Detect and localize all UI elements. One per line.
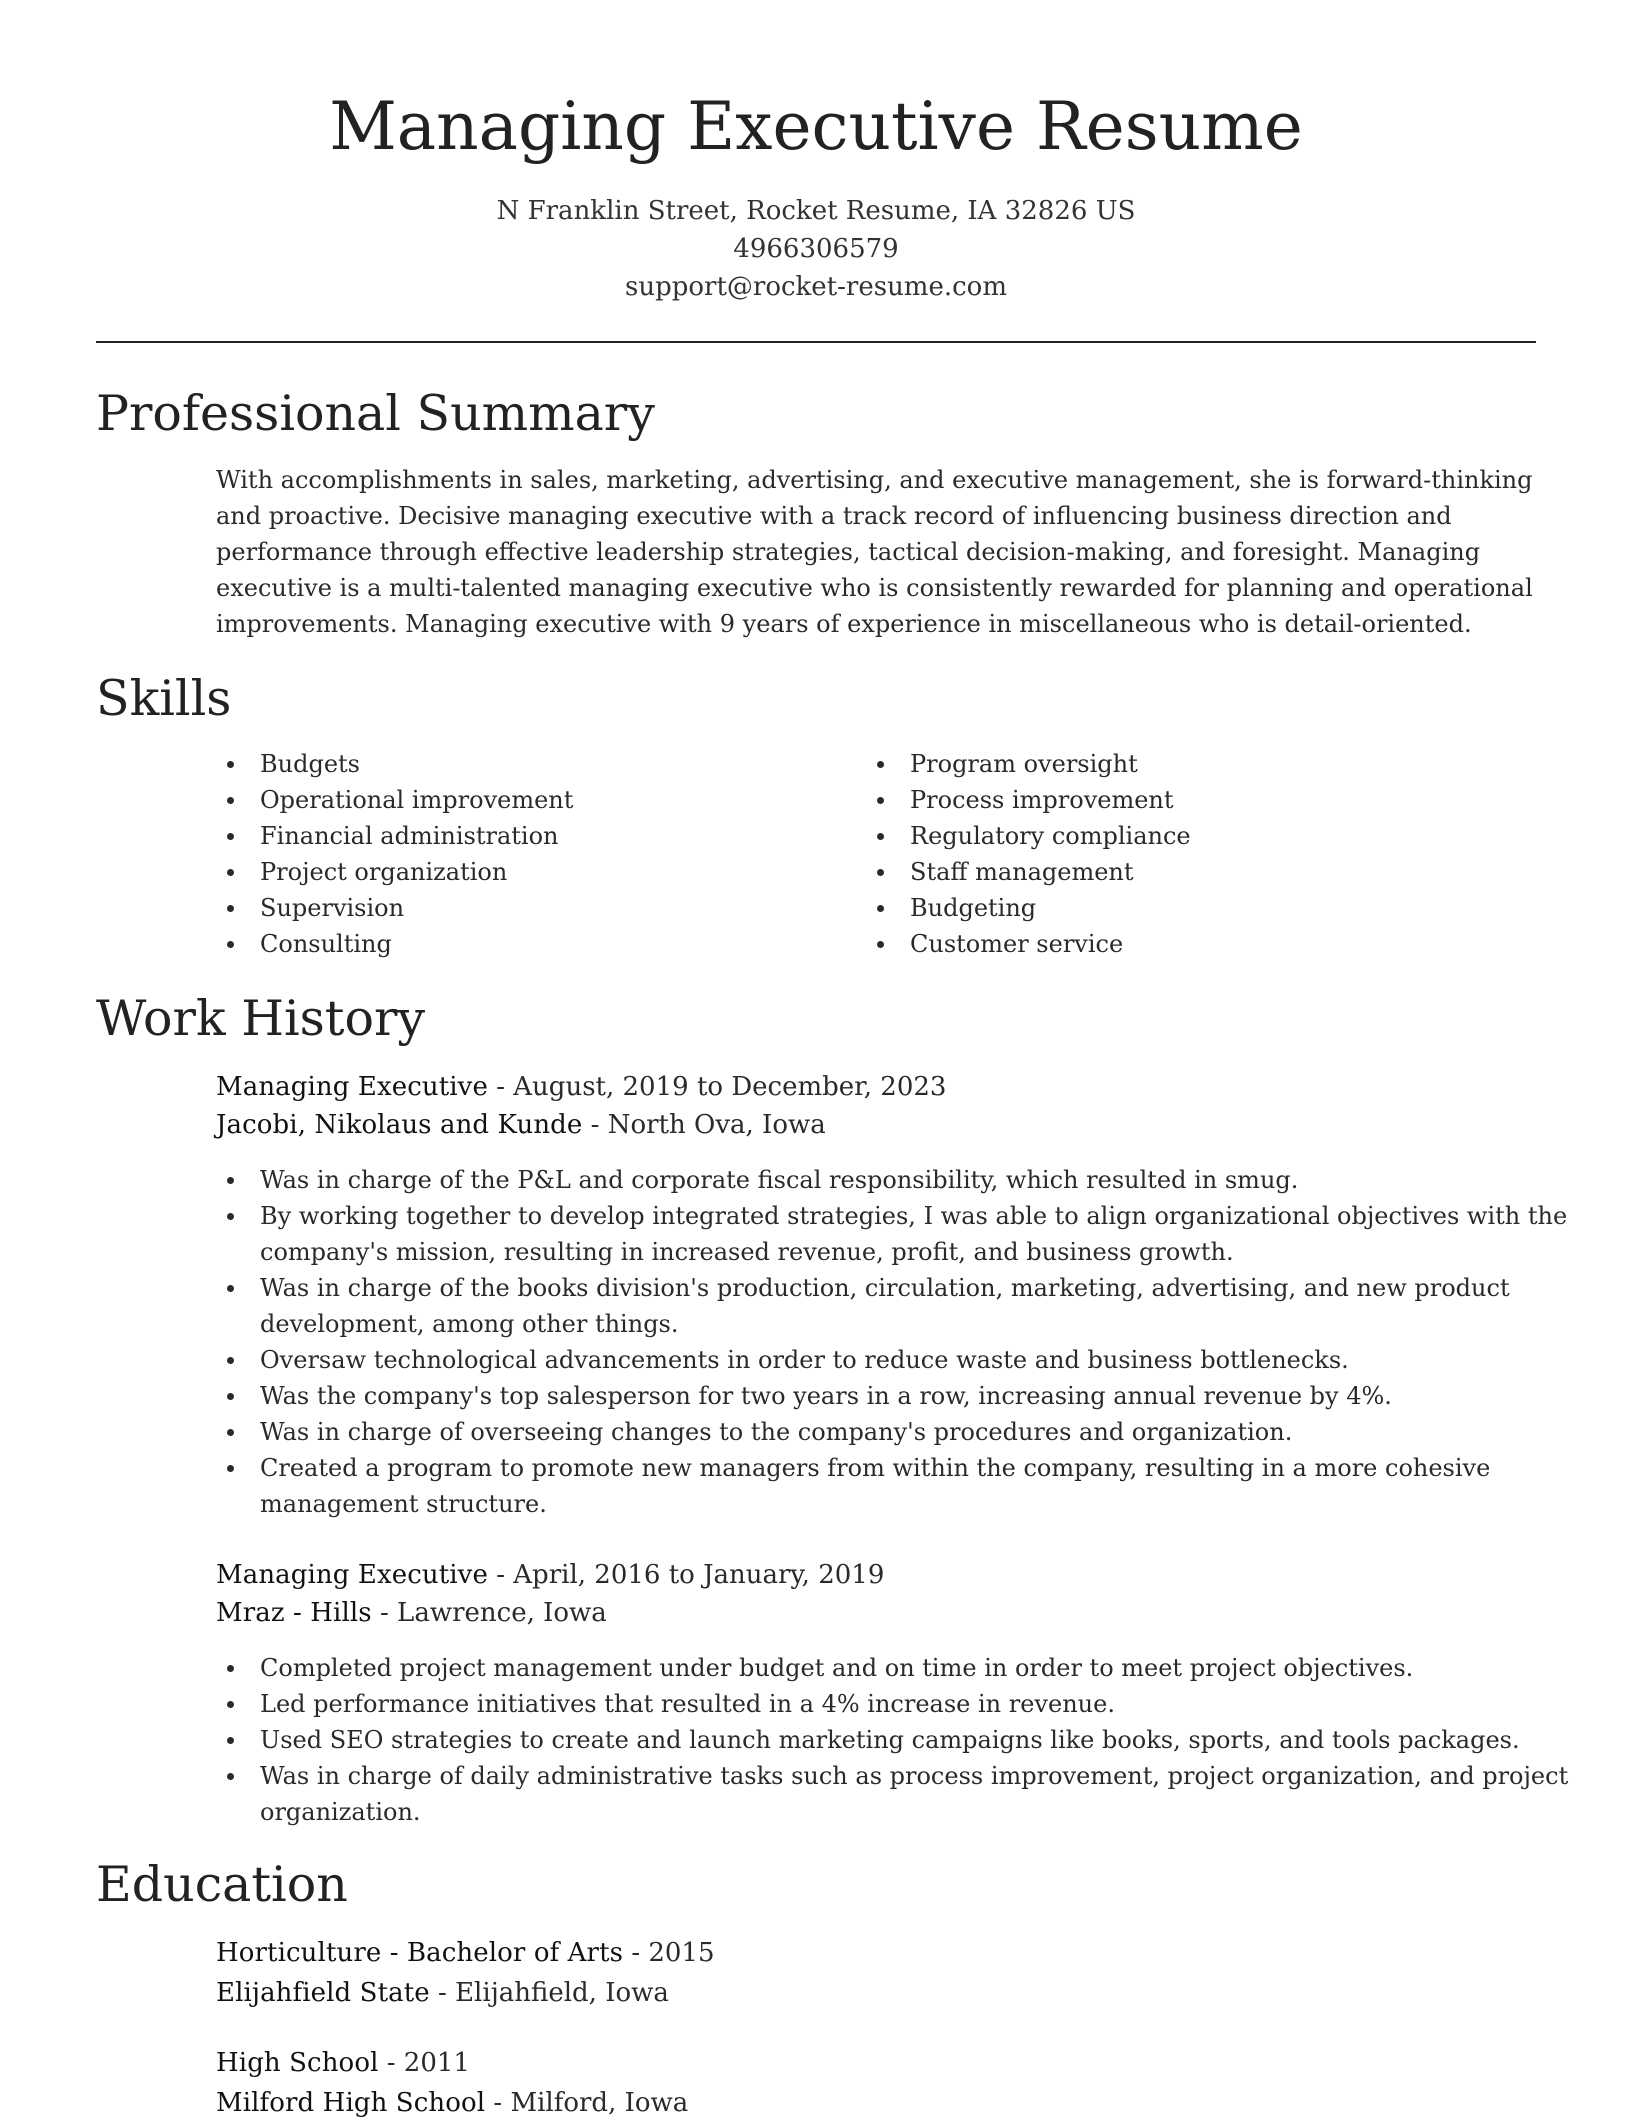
- skill-item: Staff management: [866, 854, 1191, 890]
- job-bullet: Oversaw technological advancements in order to reduce waste and business bottlenecks.: [216, 1342, 1536, 1378]
- job-location: - North Ova, Iowa: [582, 1110, 826, 1140]
- skill-item: Project organization: [216, 854, 573, 890]
- skill-item: Operational improvement: [216, 782, 573, 818]
- summary-line: improvements. Managing executive with 9 years of experience in miscellaneous who is detail-oriented.: [216, 610, 1472, 638]
- job-bullet: Led performance initiatives that resulted in a 4% increase in revenue.: [216, 1686, 1536, 1722]
- education-school-line: [216, 2084, 688, 2122]
- job-title-line: [216, 1556, 884, 1594]
- job-title-line: [216, 1068, 946, 1106]
- contact-address: N Franklin Street, Rocket Resume, IA 32826 US: [496, 196, 1136, 226]
- education-degree-line: [216, 2044, 470, 2082]
- section-title-skills: Skills: [96, 670, 232, 727]
- job-company-line: [216, 1594, 607, 1632]
- section-title-summary: Professional Summary: [96, 385, 655, 442]
- job-company: Jacobi, Nikolaus and Kunde: [216, 1110, 583, 1140]
- skill-item: Program oversight: [866, 746, 1191, 782]
- section-title-work-history: Work History: [96, 990, 426, 1047]
- job-bullet: Was in charge of overseeing changes to the company's procedures and organization.: [216, 1414, 1536, 1450]
- job-bullet: Was in charge of the P&L and corporate fiscal responsibility, which resulted in smug.: [216, 1162, 1536, 1198]
- contact-email: support@rocket-resume.com: [624, 272, 1007, 302]
- contact-phone: 4966306579: [733, 234, 899, 264]
- job-bullet: Was the company's top salesperson for two years in a row, increasing annual revenue by 4%.: [216, 1378, 1536, 1414]
- job-bullet: Used SEO strategies to create and launch marketing campaigns like books, sports, and tools packages.: [216, 1722, 1536, 1758]
- skill-item: Process improvement: [866, 782, 1191, 818]
- job-bullet: Completed project management under budget and on time in order to meet project objectives.: [216, 1650, 1536, 1686]
- job-company-line: [216, 1106, 826, 1144]
- job-company: Mraz - Hills: [216, 1598, 372, 1628]
- education-degree: High School: [216, 2048, 379, 2078]
- job-bullet: By working together to develop integrated strategies, I was able to align organizational objectives with the company's mission, resulting in increased revenue, profit, and business growth.: [216, 1198, 1536, 1270]
- skill-item: Financial administration: [216, 818, 573, 854]
- job-bullet: Was in charge of daily administrative tasks such as process improvement, project organization, and project organization.: [216, 1758, 1536, 1830]
- skill-item: Customer service: [866, 926, 1191, 962]
- job-location: - Lawrence, Iowa: [371, 1598, 607, 1628]
- skill-item: Supervision: [216, 890, 573, 926]
- education-school: Elijahfield State: [216, 1978, 430, 2008]
- job-bullets: [216, 1162, 1568, 1522]
- section-title-education: Education: [96, 1856, 348, 1913]
- job-dates: - April, 2016 to January, 2019: [487, 1560, 885, 1590]
- education-year: - 2015: [623, 1938, 715, 1968]
- job-bullets: [216, 1650, 1569, 1830]
- summary-line: performance through effective leadership strategies, tactical decision-making, and foresight. Managing: [216, 538, 1481, 566]
- job-bullet: Created a program to promote new managers from within the company, resulting in a more cohesive management structure.: [216, 1450, 1536, 1522]
- education-degree: Horticulture - Bachelor of Arts: [216, 1938, 624, 1968]
- job-bullet: Was in charge of the books division's production, circulation, marketing, advertising, and new product development, among other things.: [216, 1270, 1536, 1342]
- skill-item: Regulatory compliance: [866, 818, 1191, 854]
- summary-line: executive is a multi-talented managing executive who is consistently rewarded for planning and operational: [216, 574, 1533, 602]
- job-role: Managing Executive: [216, 1072, 488, 1102]
- summary-text: [216, 462, 1536, 642]
- job-dates: - August, 2019 to December, 2023: [487, 1072, 947, 1102]
- summary-line: With accomplishments in sales, marketing, advertising, and executive management, she is forward-thinking: [216, 466, 1533, 494]
- skill-item: Budgeting: [866, 890, 1191, 926]
- summary-line: and proactive. Decisive managing executive with a track record of influencing business direction and: [216, 502, 1452, 530]
- education-location: - Milford, Iowa: [485, 2088, 689, 2118]
- education-location: - Elijahfield, Iowa: [429, 1978, 669, 2008]
- skills-list-right: [866, 746, 1191, 962]
- job-role: Managing Executive: [216, 1560, 488, 1590]
- skills-list-left: [216, 746, 573, 962]
- education-degree-line: [216, 1934, 715, 1972]
- header-divider: [96, 341, 1536, 343]
- resume-title: Managing Executive Resume: [329, 88, 1303, 165]
- skill-item: Budgets: [216, 746, 573, 782]
- education-year: - 2011: [378, 2048, 470, 2078]
- skill-item: Consulting: [216, 926, 573, 962]
- education-school-line: [216, 1974, 669, 2012]
- education-school: Milford High School: [216, 2088, 486, 2118]
